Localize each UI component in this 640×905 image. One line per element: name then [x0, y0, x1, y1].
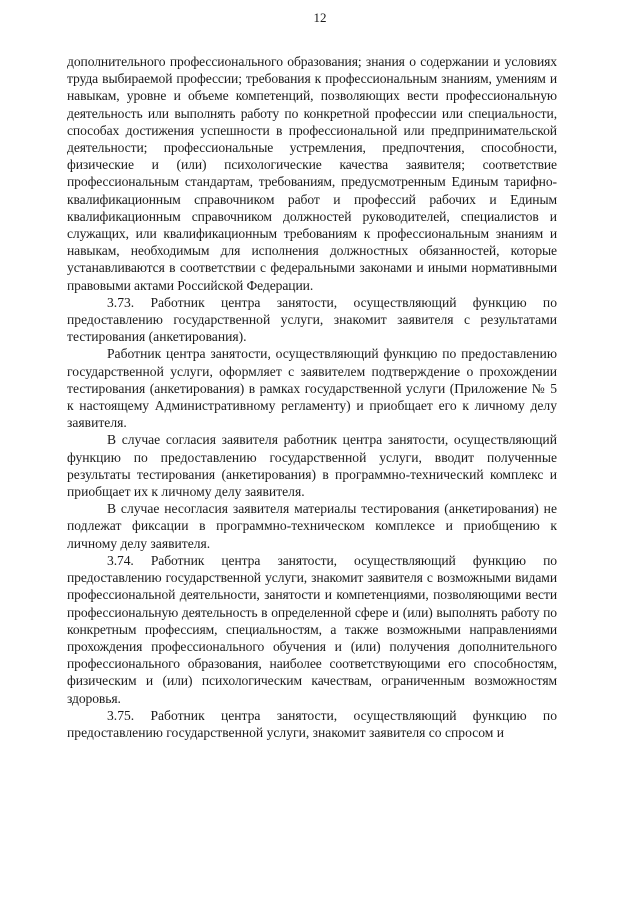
page-number: 12	[313, 10, 327, 25]
document-body	[67, 53, 557, 741]
paragraph-3-74: 3.74. Работник центра занятости, осуществляющий функцию по предоставлению государственной услуги, знакомит заявителя с возможными видами профессиональной деятельности, занятости и компетенциями, позволяющими вести профессиональную деятельность в определенной сфере и (или) выполнять работу по конкретным профессиям, специальностям, а также возможными направлениями прохождения профессионального обучения и (или) получения дополнительного профессионального образования, наиболее соответствующими его способностям, физическим и (или) психологическим качествам, ограниченным возможностям здоровья.	[67, 552, 557, 706]
paragraph-3-73: 3.73. Работник центра занятости, осуществляющий функцию по предоставлению государственной услуги, знакомит заявителя с результатами тестирования (анкетирования).	[67, 294, 557, 345]
paragraph-continuation: дополнительного профессионального образования; знания о содержании и условиях труда выбираемой профессии; требования к профессиональным знаниям, умениям и навыкам, уровне и объеме компетенций, позволяющих вести профессиональную деятельность или выполнять работу по конкретной профессии или специальности, способах достижения успешности в профессиональной или предпринимательской деятельности; профессиональные устремления, предпочтения, способности, физические и (или) психологические качества заявителя; соответствие профессиональным стандартам, требованиям, предусмотренным Единым тарифно-квалификационным справочником работ и профессий рабочих и Единым квалификационным справочником должностей руководителей, специалистов и служащих, или квалификационным требованиям к профессиональным знаниям и навыкам, необходимым для исполнения должностных обязанностей, которые устанавливаются в соответствии с федеральными законами и иными нормативными правовыми актами Российской Федерации.	[67, 54, 557, 293]
paragraph-confirmation: Работник центра занятости, осуществляющий функцию по предоставлению государственной услуги, оформляет с заявителем подтверждение о прохождении тестирования (анкетирования) в рамках государственной услуги (Приложение № 5 к настоящему Административному регламенту) и приобщает его к личному делу заявителя.	[67, 346, 557, 431]
paragraph-consent: В случае согласия заявителя работник центра занятости, осуществляющий функцию по предоставлению государственной услуги, вводит полученные результаты тестирования (анкетирования) в программно-технический комплекс и приобщает их к личному делу заявителя.	[67, 432, 557, 500]
paragraph-3-75: 3.75. Работник центра занятости, осуществляющий функцию по предоставлению государственной услуги, знакомит заявителя со спросом и	[67, 707, 557, 740]
paragraph-no-consent: В случае несогласия заявителя материалы тестирования (анкетирования) не подлежат фиксации в программно-техническом комплексе и приобщению к личному делу заявителя.	[67, 501, 557, 551]
